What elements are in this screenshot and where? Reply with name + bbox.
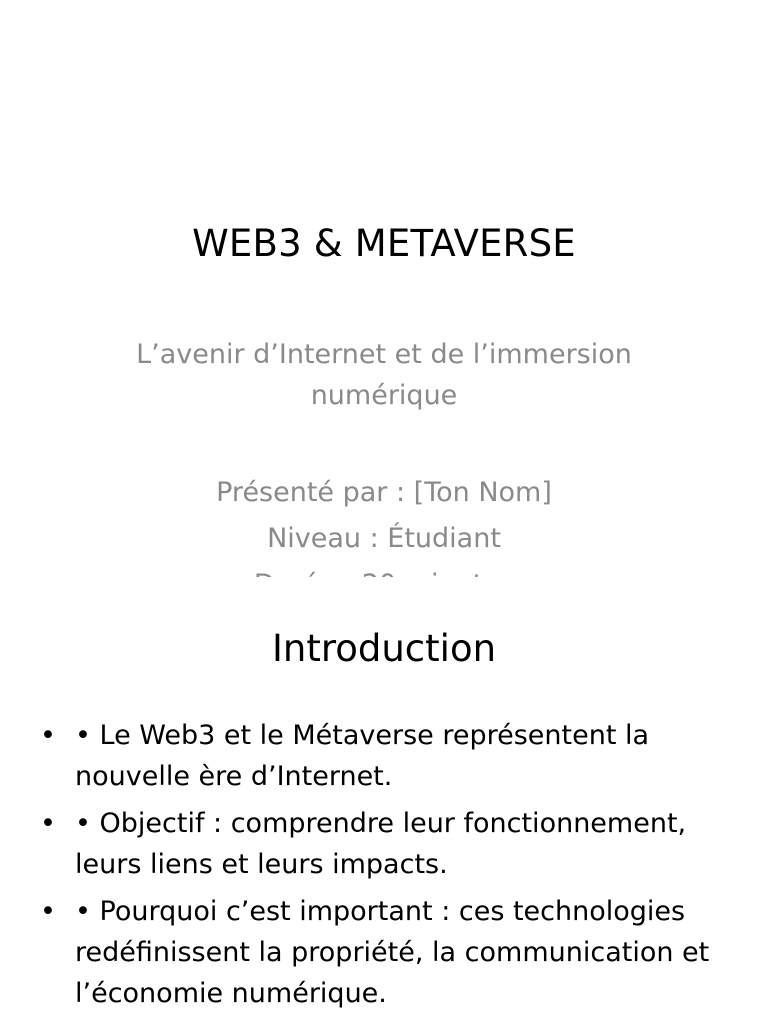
subtitle-line-2: numérique [310,380,458,411]
bullet-item [38,715,728,797]
slide-title: WEB3 & METAVERSE [192,222,576,265]
slide-title: Introduction [271,627,497,670]
bullet-text: • Objectif : comprendre leur fonctionnement, leurs liens et leurs impacts. [75,808,687,880]
bullet-item [38,803,728,885]
slide-subtitle [104,334,664,416]
level-line: Niveau : Étudiant [267,523,501,554]
bullet-marker: • [40,720,56,751]
introduction-slide [0,577,768,1024]
bullet-text: • Le Web3 et le Métaverse représentent la nouvelle ère d’Internet. [75,720,650,792]
presenter-line: Présenté par : [Ton Nom] [216,477,552,508]
subtitle-line-1: L’avenir d’Internet et de l’immersion [136,339,632,370]
bullet-list [38,715,728,1020]
bullet-marker: • [40,896,56,927]
bullet-item [38,891,728,1014]
bullet-text: • Pourquoi c’est important : ces technologies redéfinissent la propriété, la communication et l’économie numérique. [75,896,710,1009]
bullet-marker: • [40,808,56,839]
